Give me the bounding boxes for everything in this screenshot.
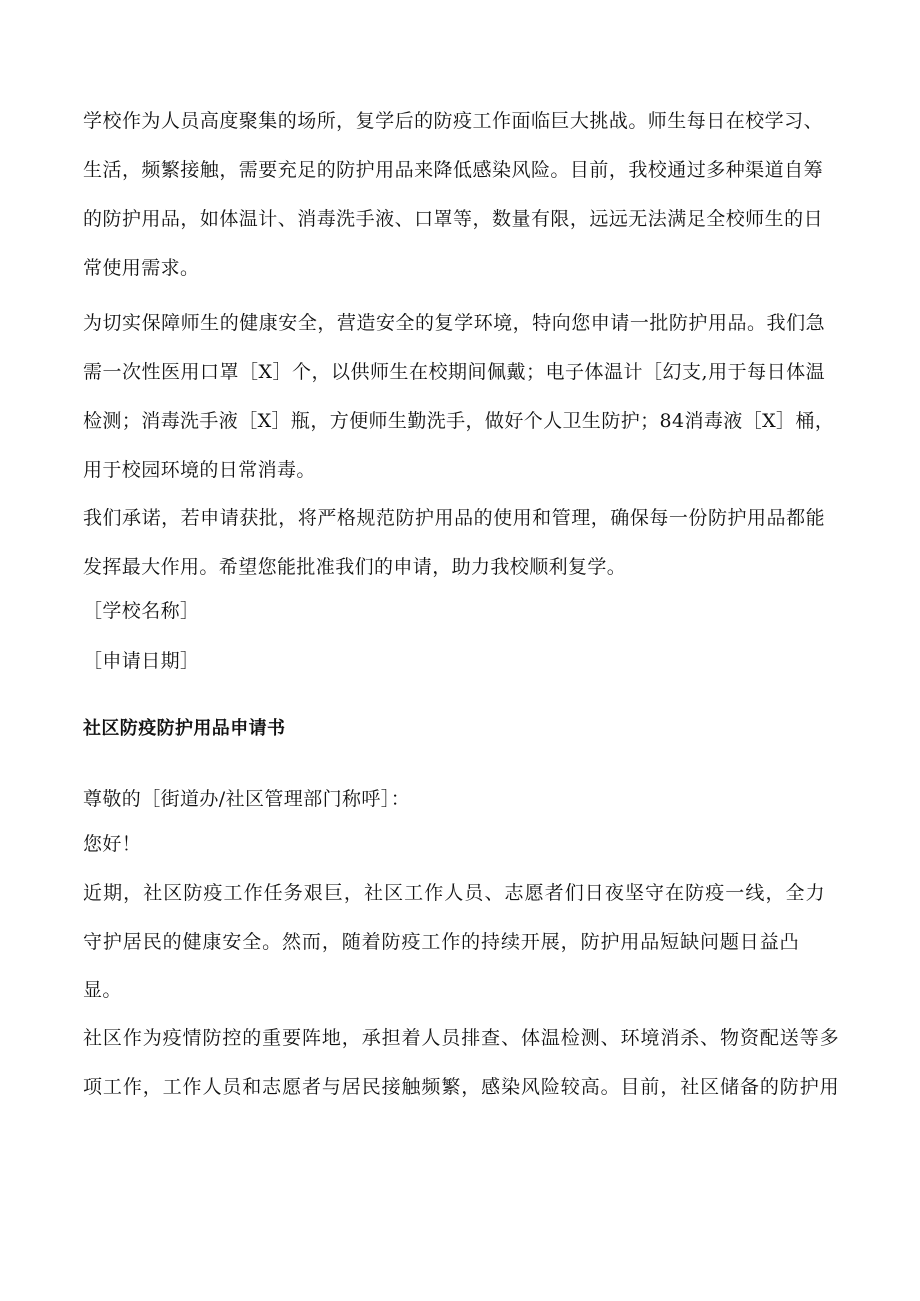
text-line: 学校作为人员高度聚集的场所，复学后的防疫工作面临巨大挑战。师生每日在校学习、 bbox=[83, 110, 823, 132]
text-line: 用于校园环境的日常消毒。 bbox=[83, 459, 316, 481]
text-line: 需一次性医用口罩［X］个，以供师生在校期间佩戴；电子体温计［幻支,用于每日体温 bbox=[83, 361, 825, 383]
salutation: 尊敬的［街道办/社区管理部门称呼］： bbox=[83, 788, 411, 810]
greeting: 您好！ bbox=[83, 833, 142, 855]
text-line: 为切实保障师生的健康安全，营造安全的复学环境，特向您申请一批防护用品。我们急 bbox=[83, 312, 825, 334]
school-name-placeholder: ［学校名称］ bbox=[83, 600, 200, 622]
text-line: 社区作为疫情防控的重要阵地，承担着人员排查、体温检测、环境消杀、物资配送等多 bbox=[83, 1027, 839, 1049]
text-line: 检测；消毒洗手液［X］瓶，方便师生勤洗手，做好个人卫生防护；84消毒液［X］桶， bbox=[83, 410, 835, 432]
text-line: 的防护用品，如体温计、消毒洗手液、口罩等，数量有限，远远无法满足全校师生的日 bbox=[83, 208, 823, 230]
text-line: 显。 bbox=[83, 979, 122, 1001]
text-line: 近期，社区防疫工作任务艰巨，社区工作人员、志愿者们日夜坚守在防疫一线，全力 bbox=[83, 882, 825, 904]
text-line: 生活，频繁接触，需要充足的防护用品来降低感染风险。目前，我校通过多种渠道自筹 bbox=[83, 159, 823, 181]
text-line: 项工作，工作人员和志愿者与居民接触频繁，感染风险较高。目前，社区储备的防护用 bbox=[83, 1076, 839, 1098]
text-line: 发挥最大作用。希望您能批准我们的申请，助力我校顺利复学。 bbox=[83, 556, 627, 578]
text-line: 常使用需求。 bbox=[83, 257, 200, 279]
text-line: 守护居民的健康安全。然而，随着防疫工作的持续开展，防护用品短缺问题日益凸 bbox=[83, 931, 799, 953]
text-line: 我们承诺，若申请获批，将严格规范防护用品的使用和管理，确保每一份防护用品都能 bbox=[83, 507, 825, 529]
section-title: 社区防疫防护用品申请书 bbox=[83, 718, 286, 739]
application-date-placeholder: ［申请日期］ bbox=[83, 650, 200, 672]
